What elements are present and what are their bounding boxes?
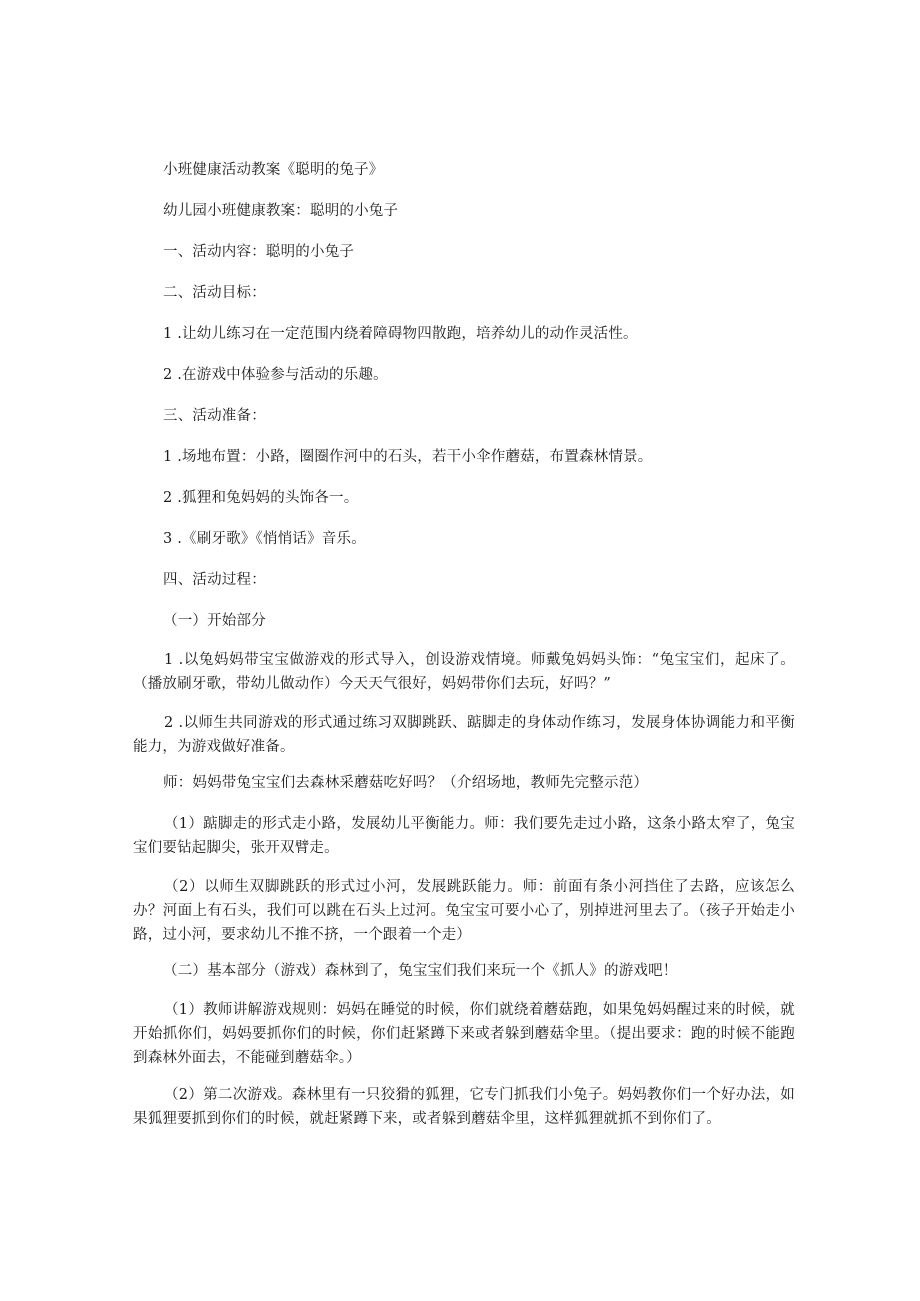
part-heading-opening: （一）开始部分: [163, 613, 266, 629]
section-heading-goals: 二、活动目标：: [163, 285, 266, 301]
section-heading-process: 四、活动过程：: [163, 572, 266, 588]
document-title: 小班健康活动教案《聪明的兔子》: [163, 162, 384, 178]
prep-item-1: 1 .场地布置：小路，圈圈作河中的石头，若干小伞作蘑菇，布置森林情景。: [163, 449, 653, 465]
section-heading-preparation: 三、活动准备：: [163, 408, 266, 424]
opening-paragraph-1: 1 .以兔妈妈带宝宝做游戏的形式导入，创设游戏情境。师戴兔妈妈头饰：“兔宝宝们，起床了。（播放刷牙歌，带幼儿做动作）今天天气很好，妈妈带你们去玩，好吗？”: [133, 652, 795, 692]
goal-item-1: 1 .让幼儿练习在一定范围内绕着障碍物四散跑，培养幼儿的动作灵活性。: [163, 326, 638, 342]
opening-paragraph-2: 2 .以师生共同游戏的形式通过练习双脚跳跃、踮脚走的身体动作练习，发展身体协调能力和平衡能力，为游戏做好准备。: [133, 715, 795, 755]
prep-item-3: 3 .《刷牙歌》《悄悄话》音乐。: [163, 531, 366, 547]
step-paragraph-2: （2）以师生双脚跳跃的形式过小河，发展跳跃能力。师：前面有条小河挡住了去路，应该怎么办？河面上有石头，我们可以跳在石头上过河。兔宝宝可要小心了，别掉进河里去了。（孩子开始走小路，过小河，要求幼儿不推不挤，一个跟着一个走）: [133, 879, 795, 943]
teacher-line: 师：妈妈带兔宝宝们去森林采蘑菇吃好吗？（介绍场地，教师先完整示范）: [163, 775, 649, 791]
section-heading-content: 一、活动内容：聪明的小兔子: [163, 244, 355, 260]
document-subtitle: 幼儿园小班健康教案：聪明的小兔子: [163, 203, 399, 219]
part-heading-basic: （二）基本部分（游戏）森林到了，兔宝宝们我们来玩一个《抓人》的游戏吧！: [163, 963, 678, 979]
prep-item-2: 2 .狐狸和兔妈妈的头饰各一。: [163, 490, 359, 506]
step-paragraph-1: （1）踮脚走的形式走小路，发展幼儿平衡能力。师：我们要先走过小路，这条小路太窄了，兔宝宝们要钻起脚尖，张开双臂走。: [133, 816, 795, 856]
goal-item-2: 2 .在游戏中体验参与活动的乐趣。: [163, 367, 388, 383]
rule-paragraph-1: （1）教师讲解游戏规则：妈妈在睡觉的时候，你们就绕着蘑菇跑，如果兔妈妈醒过来的时候，就开始抓你们，妈妈要抓你们的时候，你们赶紧蹲下来或者躲到蘑菇伞里。（提出要求：跑的时候不能跑到森林外面去，不能碰到蘑菇伞。）: [133, 1002, 795, 1066]
rule-paragraph-2: （2）第二次游戏。森林里有一只狡猾的狐狸，它专门抓我们小兔子。妈妈教你们一个好办法，如果狐狸要抓到你们的时候，就赶紧蹲下来，或者躲到蘑菇伞里，这样狐狸就抓不到你们了。: [133, 1087, 795, 1127]
